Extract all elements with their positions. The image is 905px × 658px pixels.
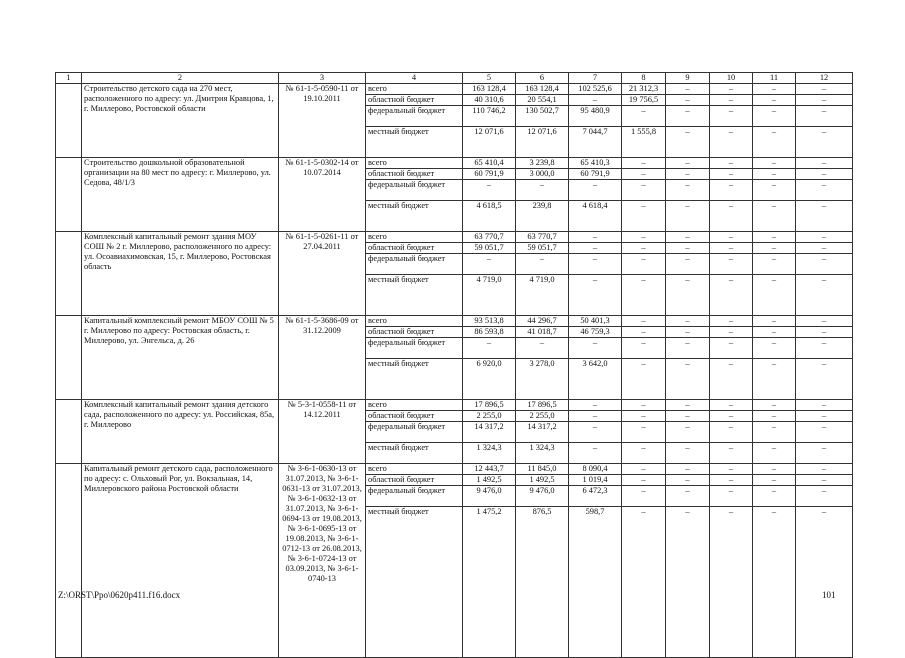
value-cell: – — [666, 243, 710, 254]
value-cell: – — [666, 106, 710, 127]
value-cell: – — [622, 507, 666, 658]
value-cell: – — [753, 422, 796, 443]
value-cell: – — [666, 486, 710, 507]
value-cell: – — [796, 84, 853, 95]
value-cell: – — [796, 254, 853, 275]
value-cell: 50 401,3 — [569, 316, 622, 327]
value-cell: – — [753, 359, 796, 400]
value-cell: – — [622, 232, 666, 243]
object-name-cell: Комплексный капитальный ремонт здания МОУ СОШ № 2 г. Миллерово, расположенного по адресу: ул. Осоавиахимовская, 15, г. Миллерово, Ростовская область — [82, 232, 279, 316]
document-number-cell: № 3-6-1-0630-13 от 31.07.2013, № 3-6-1-0631-13 от 31.07.2013, № 3-6-1-0632-13 от 31.07.2013, № 3-6-1-0694-13 от 19.08.2013, № 3-6-1-0695-13 от 19.08.2013, № 3-6-1-0712-13 от 26.08.2013, № 3-6-1-0724-13 от 03.09.2013, № 3-6-1-0740-13 — [279, 464, 366, 658]
value-cell: – — [710, 475, 753, 486]
value-cell: 4 719,0 — [463, 275, 516, 316]
value-cell: – — [796, 127, 853, 158]
funding-source-cell: областной бюджет — [366, 327, 463, 338]
value-cell: 2 255,0 — [463, 411, 516, 422]
funding-source-cell: местный бюджет — [366, 507, 463, 658]
value-cell: 1 019,4 — [569, 475, 622, 486]
column-header: 3 — [279, 73, 366, 84]
value-cell: – — [710, 486, 753, 507]
value-cell: 7 044,7 — [569, 127, 622, 158]
value-cell: 95 480,9 — [569, 106, 622, 127]
value-cell: – — [796, 486, 853, 507]
object-name-cell: Строительство дошкольной образовательной организации на 80 мест по адресу: г. Миллерово, ул. Седова, 48/1/3 — [82, 158, 279, 232]
table-header-row — [56, 73, 853, 84]
index-cell — [56, 316, 82, 400]
value-cell: – — [796, 464, 853, 475]
value-cell: 163 128,4 — [516, 84, 569, 95]
value-cell: – — [569, 232, 622, 243]
value-cell: – — [569, 338, 622, 359]
value-cell: – — [710, 243, 753, 254]
value-cell: – — [622, 243, 666, 254]
value-cell: 6 920,0 — [463, 359, 516, 400]
value-cell: – — [710, 106, 753, 127]
index-cell — [56, 84, 82, 158]
funding-source-cell: всего — [366, 464, 463, 475]
value-cell: – — [710, 327, 753, 338]
value-cell: – — [622, 254, 666, 275]
value-cell: – — [569, 275, 622, 316]
value-cell: – — [710, 158, 753, 169]
value-cell: – — [710, 180, 753, 201]
value-cell: – — [796, 316, 853, 327]
value-cell: – — [666, 411, 710, 422]
value-cell: – — [622, 486, 666, 507]
value-cell: 12 071,6 — [463, 127, 516, 158]
value-cell: – — [622, 475, 666, 486]
value-cell: 59 051,7 — [516, 243, 569, 254]
value-cell: – — [622, 180, 666, 201]
index-cell — [56, 464, 82, 658]
index-cell — [56, 400, 82, 464]
value-cell: – — [516, 338, 569, 359]
column-header: 8 — [622, 73, 666, 84]
value-cell: 598,7 — [569, 507, 622, 658]
value-cell: 40 310,6 — [463, 95, 516, 106]
value-cell: – — [622, 464, 666, 475]
value-cell: 3 000,0 — [516, 169, 569, 180]
value-cell: 9 476,0 — [463, 486, 516, 507]
value-cell: 12 071,6 — [516, 127, 569, 158]
value-cell: 21 312,3 — [622, 84, 666, 95]
table-row — [56, 400, 853, 411]
column-header: 1 — [56, 73, 82, 84]
value-cell: – — [796, 338, 853, 359]
value-cell: – — [569, 400, 622, 411]
value-cell: – — [796, 475, 853, 486]
value-cell: – — [753, 475, 796, 486]
value-cell: – — [753, 232, 796, 243]
funding-source-cell: областной бюджет — [366, 475, 463, 486]
column-header: 2 — [82, 73, 279, 84]
value-cell: – — [666, 400, 710, 411]
value-cell: – — [569, 422, 622, 443]
value-cell: 14 317,2 — [516, 422, 569, 443]
value-cell: 1 324,3 — [516, 443, 569, 464]
object-name-cell: Капитальный комплексный ремонт МБОУ СОШ № 5 г. Миллерово по адресу: Ростовская область, г. Миллерово, ул. Энгельса, д. 26 — [82, 316, 279, 400]
value-cell: 46 759,3 — [569, 327, 622, 338]
value-cell: – — [710, 95, 753, 106]
document-number-cell: № 5-3-1-0558-11 от 14.12.2011 — [279, 400, 366, 464]
value-cell: 11 845,0 — [516, 464, 569, 475]
value-cell: – — [622, 443, 666, 464]
object-name-cell: Капитальный ремонт детского сада, расположенного по адресу: с. Ольховый Рог, ул. Вокзальная, 14, Миллеровского района Ростовской области — [82, 464, 279, 658]
value-cell: 1 492,5 — [463, 475, 516, 486]
funding-source-cell: всего — [366, 158, 463, 169]
funding-source-cell: федеральный бюджет — [366, 254, 463, 275]
value-cell: – — [666, 327, 710, 338]
value-cell: – — [710, 411, 753, 422]
value-cell: – — [753, 316, 796, 327]
value-cell: – — [710, 127, 753, 158]
value-cell: – — [753, 243, 796, 254]
value-cell: – — [516, 254, 569, 275]
value-cell: 17 896,5 — [516, 400, 569, 411]
object-name-cell: Строительство детского сада на 270 мест, расположенного по адресу: ул. Дмитрия Кравцова, 1, г. Миллерово, Ростовской области — [82, 84, 279, 158]
value-cell: – — [753, 201, 796, 232]
value-cell: – — [622, 275, 666, 316]
value-cell: – — [666, 84, 710, 95]
value-cell: – — [753, 275, 796, 316]
funding-source-cell: федеральный бюджет — [366, 422, 463, 443]
value-cell: – — [796, 95, 853, 106]
value-cell: – — [622, 338, 666, 359]
value-cell: 2 255,0 — [516, 411, 569, 422]
value-cell: – — [753, 400, 796, 411]
value-cell: – — [569, 243, 622, 254]
document-number-cell: № 61-1-5-3686-09 от 31.12.2009 — [279, 316, 366, 400]
value-cell: 4 618,5 — [463, 201, 516, 232]
value-cell: – — [796, 443, 853, 464]
column-header: 11 — [753, 73, 796, 84]
value-cell: – — [622, 411, 666, 422]
funding-source-cell: областной бюджет — [366, 411, 463, 422]
document-number-cell: № 61-1-5-0302-14 от 10.07.2014 — [279, 158, 366, 232]
value-cell: – — [666, 95, 710, 106]
value-cell: 17 896,5 — [463, 400, 516, 411]
value-cell: – — [622, 158, 666, 169]
value-cell: – — [796, 180, 853, 201]
value-cell: – — [753, 127, 796, 158]
funding-source-cell: федеральный бюджет — [366, 180, 463, 201]
funding-source-cell: федеральный бюджет — [366, 486, 463, 507]
object-name-cell: Комплексный капитальный ремонт здания детского сада, расположенного по адресу: ул. Российская, 85а, г. Миллерово — [82, 400, 279, 464]
value-cell: 19 756,5 — [622, 95, 666, 106]
funding-source-cell: областной бюджет — [366, 243, 463, 254]
value-cell: – — [796, 400, 853, 411]
value-cell: – — [569, 443, 622, 464]
value-cell: 1 324,3 — [463, 443, 516, 464]
value-cell: 1 492,5 — [516, 475, 569, 486]
value-cell: – — [666, 443, 710, 464]
funding-source-cell: всего — [366, 232, 463, 243]
value-cell: – — [796, 106, 853, 127]
value-cell: – — [666, 254, 710, 275]
table-row — [56, 158, 853, 169]
value-cell: – — [463, 254, 516, 275]
value-cell: – — [666, 180, 710, 201]
value-cell: 65 410,4 — [463, 158, 516, 169]
value-cell: – — [666, 158, 710, 169]
value-cell: 239,8 — [516, 201, 569, 232]
value-cell: – — [753, 486, 796, 507]
value-cell: – — [796, 507, 853, 658]
value-cell: – — [710, 338, 753, 359]
value-cell: 20 554,1 — [516, 95, 569, 106]
value-cell: – — [710, 316, 753, 327]
value-cell: – — [622, 327, 666, 338]
value-cell: 110 746,2 — [463, 106, 516, 127]
column-header: 7 — [569, 73, 622, 84]
funding-source-cell: федеральный бюджет — [366, 106, 463, 127]
value-cell: – — [753, 95, 796, 106]
value-cell: 4 719,0 — [516, 275, 569, 316]
value-cell: – — [710, 400, 753, 411]
column-header: 9 — [666, 73, 710, 84]
document-number-cell: № 61-1-5-0590-11 от 19.10.2011 — [279, 84, 366, 158]
funding-source-cell: местный бюджет — [366, 443, 463, 464]
value-cell: – — [666, 275, 710, 316]
value-cell: – — [753, 158, 796, 169]
value-cell: – — [796, 158, 853, 169]
value-cell: 63 770,7 — [516, 232, 569, 243]
value-cell: – — [796, 232, 853, 243]
document-number-cell: № 61-1-5-0261-11 от 27.04.2011 — [279, 232, 366, 316]
column-header: 5 — [463, 73, 516, 84]
page-number: 101 — [822, 590, 836, 600]
value-cell: 59 051,7 — [463, 243, 516, 254]
value-cell: – — [463, 180, 516, 201]
value-cell: – — [622, 359, 666, 400]
funding-source-cell: местный бюджет — [366, 275, 463, 316]
budget-table — [55, 72, 853, 658]
value-cell: 65 410,3 — [569, 158, 622, 169]
value-cell: – — [666, 338, 710, 359]
value-cell: 1 475,2 — [463, 507, 516, 658]
funding-source-cell: местный бюджет — [366, 127, 463, 158]
value-cell: 93 513,8 — [463, 316, 516, 327]
value-cell: – — [710, 464, 753, 475]
value-cell: – — [796, 327, 853, 338]
value-cell: – — [710, 443, 753, 464]
value-cell: – — [710, 275, 753, 316]
value-cell: – — [569, 180, 622, 201]
value-cell: – — [666, 507, 710, 658]
value-cell: 44 296,7 — [516, 316, 569, 327]
value-cell: 86 593,8 — [463, 327, 516, 338]
value-cell: – — [753, 180, 796, 201]
value-cell: – — [666, 232, 710, 243]
index-cell — [56, 158, 82, 232]
value-cell: – — [622, 316, 666, 327]
value-cell: – — [622, 400, 666, 411]
value-cell: 102 525,6 — [569, 84, 622, 95]
value-cell: – — [753, 254, 796, 275]
value-cell: – — [753, 338, 796, 359]
value-cell: – — [666, 201, 710, 232]
value-cell: – — [710, 254, 753, 275]
document-path: Z:\ORST\Ppo\0620p411.f16.docx — [58, 590, 181, 600]
value-cell: – — [753, 507, 796, 658]
value-cell: – — [666, 464, 710, 475]
value-cell: – — [753, 169, 796, 180]
index-cell — [56, 232, 82, 316]
value-cell: – — [753, 464, 796, 475]
value-cell: 130 502,7 — [516, 106, 569, 127]
table-row — [56, 464, 853, 475]
value-cell: 12 443,7 — [463, 464, 516, 475]
value-cell: – — [796, 275, 853, 316]
value-cell: – — [796, 359, 853, 400]
value-cell: – — [753, 327, 796, 338]
funding-source-cell: всего — [366, 84, 463, 95]
value-cell: 6 472,3 — [569, 486, 622, 507]
funding-source-cell: всего — [366, 316, 463, 327]
value-cell: – — [666, 359, 710, 400]
value-cell: – — [666, 422, 710, 443]
table-row — [56, 232, 853, 243]
column-header: 10 — [710, 73, 753, 84]
value-cell: – — [796, 169, 853, 180]
value-cell: 876,5 — [516, 507, 569, 658]
value-cell: – — [710, 201, 753, 232]
column-header: 4 — [366, 73, 463, 84]
funding-source-cell: областной бюджет — [366, 169, 463, 180]
value-cell: – — [622, 169, 666, 180]
value-cell: 9 476,0 — [516, 486, 569, 507]
value-cell: – — [710, 84, 753, 95]
value-cell: – — [710, 169, 753, 180]
value-cell: – — [622, 201, 666, 232]
value-cell: 3 239,8 — [516, 158, 569, 169]
value-cell: – — [666, 316, 710, 327]
value-cell: – — [753, 411, 796, 422]
value-cell: – — [710, 507, 753, 658]
funding-source-cell: всего — [366, 400, 463, 411]
value-cell: – — [463, 338, 516, 359]
value-cell: – — [622, 422, 666, 443]
value-cell: – — [569, 411, 622, 422]
funding-source-cell: местный бюджет — [366, 201, 463, 232]
value-cell: – — [710, 422, 753, 443]
value-cell: – — [569, 254, 622, 275]
column-header: 6 — [516, 73, 569, 84]
value-cell: 1 555,8 — [622, 127, 666, 158]
funding-source-cell: местный бюджет — [366, 359, 463, 400]
value-cell: – — [753, 443, 796, 464]
funding-source-cell: федеральный бюджет — [366, 338, 463, 359]
value-cell: 14 317,2 — [463, 422, 516, 443]
value-cell: – — [796, 411, 853, 422]
value-cell: – — [666, 127, 710, 158]
value-cell: 63 770,7 — [463, 232, 516, 243]
value-cell: – — [753, 106, 796, 127]
value-cell: 8 090,4 — [569, 464, 622, 475]
value-cell: 163 128,4 — [463, 84, 516, 95]
value-cell: – — [710, 232, 753, 243]
value-cell: – — [666, 169, 710, 180]
value-cell: 4 618,4 — [569, 201, 622, 232]
table-row — [56, 84, 853, 95]
value-cell: – — [796, 243, 853, 254]
funding-source-cell: областной бюджет — [366, 95, 463, 106]
table-row — [56, 316, 853, 327]
value-cell: 3 642,0 — [569, 359, 622, 400]
value-cell: – — [796, 201, 853, 232]
value-cell: – — [666, 475, 710, 486]
value-cell: 41 018,7 — [516, 327, 569, 338]
value-cell: – — [796, 422, 853, 443]
value-cell: – — [753, 84, 796, 95]
column-header: 12 — [796, 73, 853, 84]
value-cell: 60 791,9 — [463, 169, 516, 180]
value-cell: – — [516, 180, 569, 201]
value-cell: – — [622, 106, 666, 127]
value-cell: – — [569, 95, 622, 106]
value-cell: – — [710, 359, 753, 400]
value-cell: 3 278,0 — [516, 359, 569, 400]
value-cell: 60 791,9 — [569, 169, 622, 180]
